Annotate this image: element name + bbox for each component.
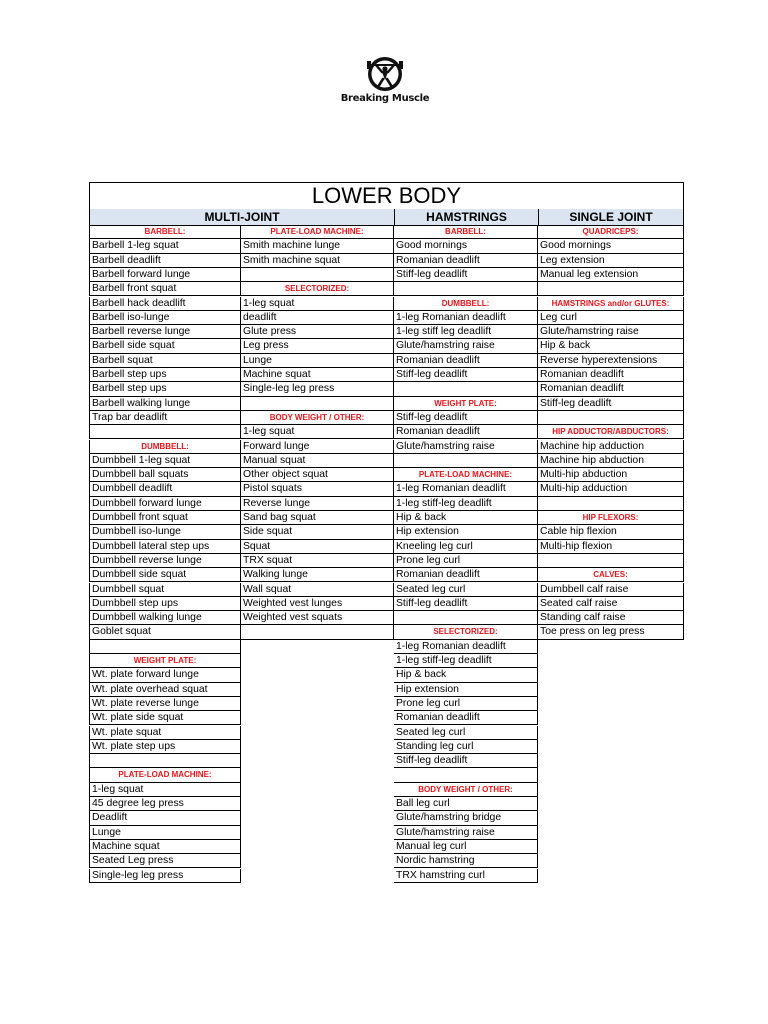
exercise-cell: Stiff-leg deadlift <box>394 597 538 611</box>
category-label: HAMSTRINGS and/or GLUTES: <box>538 297 684 311</box>
exercise-cell: Barbell walking lunge <box>89 397 241 411</box>
exercise-cell: Dumbbell reverse lunge <box>89 554 241 568</box>
exercise-cell: 1-leg stiff leg deadlift <box>394 325 538 339</box>
exercise-cell: 1-leg squat <box>241 297 394 311</box>
exercise-cell <box>241 625 394 639</box>
exercise-cell: Squat <box>241 540 394 554</box>
exercise-cell: Multi-hip adduction <box>538 482 684 496</box>
exercise-cell: Standing leg curl <box>394 740 538 754</box>
exercise-cell: Pistol squats <box>241 482 394 496</box>
exercise-cell: Leg press <box>241 339 394 353</box>
exercise-cell: Manual leg curl <box>394 840 538 854</box>
category-label: BODY WEIGHT / OTHER: <box>394 783 538 797</box>
exercise-cell: Reverse lunge <box>241 497 394 511</box>
exercise-cell: Hip & back <box>394 511 538 525</box>
exercise-cell: Dumbbell squat <box>89 583 241 597</box>
exercise-cell: Dumbbell lateral step ups <box>89 540 241 554</box>
exercise-cell: Lunge <box>241 354 394 368</box>
exercise-cell: Toe press on leg press <box>538 625 684 639</box>
exercise-cell <box>241 268 394 282</box>
exercise-cell <box>394 768 538 782</box>
exercise-cell: Manual squat <box>241 454 394 468</box>
category-label: SELECTORIZED: <box>241 282 394 296</box>
exercise-cell: Seated Leg press <box>89 854 241 868</box>
header-multi-joint: MULTI-JOINT <box>204 210 280 224</box>
exercise-cell: Dumbbell ball squats <box>89 468 241 482</box>
exercise-cell: Barbell hack deadlift <box>89 297 241 311</box>
exercise-cell: Dumbbell iso-lunge <box>89 525 241 539</box>
exercise-cell: Stiff-leg deadlift <box>394 411 538 425</box>
exercise-cell: Reverse hyperextensions <box>538 354 684 368</box>
exercise-cell: Stiff-leg deadlift <box>394 268 538 282</box>
exercise-cell <box>241 397 394 411</box>
exercise-cell <box>394 611 538 625</box>
exercise-cell: Stiff-leg deadlift <box>394 754 538 768</box>
exercise-cell: 1-leg Romanian deadlift <box>394 482 538 496</box>
exercise-cell: Barbell 1-leg squat <box>89 239 241 253</box>
exercise-cell: Barbell side squat <box>89 339 241 353</box>
exercise-cell: Other object squat <box>241 468 394 482</box>
exercise-cell: Single-leg leg press <box>89 869 241 883</box>
exercise-cell: Barbell deadlift <box>89 254 241 268</box>
exercise-cell: Dumbbell side squat <box>89 568 241 582</box>
exercise-cell: Hip & back <box>394 668 538 682</box>
exercise-cell: Machine squat <box>89 840 241 854</box>
exercise-cell: Romanian deadlift <box>394 354 538 368</box>
exercise-cell: Wall squat <box>241 583 394 597</box>
exercise-cell <box>538 497 684 511</box>
exercise-cell: Weighted vest squats <box>241 611 394 625</box>
exercise-cell: Barbell front squat <box>89 282 241 296</box>
exercise-cell: 1-leg squat <box>241 425 394 439</box>
exercise-cell: Seated calf raise <box>538 597 684 611</box>
exercise-cell: Romanian deadlift <box>394 425 538 439</box>
exercise-cell <box>89 640 241 654</box>
exercise-cell: Good mornings <box>538 239 684 253</box>
exercise-cell: Romanian deadlift <box>394 254 538 268</box>
category-label: DUMBBELL: <box>394 297 538 311</box>
exercise-cell: Sand bag squat <box>241 511 394 525</box>
exercise-cell: Glute/hamstring raise <box>394 339 538 353</box>
exercise-cell: 1-leg Romanian deadlift <box>394 311 538 325</box>
exercise-cell: Barbell squat <box>89 354 241 368</box>
exercise-cell: Single-leg leg press <box>241 382 394 396</box>
exercise-cell: Dumbbell front squat <box>89 511 241 525</box>
exercise-cell: Prone leg curl <box>394 697 538 711</box>
exercise-cell: Multi-hip flexion <box>538 540 684 554</box>
exercise-cell: Glute/hamstring raise <box>538 325 684 339</box>
exercise-cell: Glute press <box>241 325 394 339</box>
exercise-cell: Dumbbell calf raise <box>538 583 684 597</box>
exercise-cell: Romanian deadlift <box>394 568 538 582</box>
exercise-cell: Leg curl <box>538 311 684 325</box>
exercise-cell: Hip extension <box>394 683 538 697</box>
weightlifter-logo-icon <box>363 56 407 92</box>
exercise-cell: Dumbbell deadlift <box>89 482 241 496</box>
category-label: QUADRICEPS: <box>538 225 684 239</box>
exercise-cell <box>538 411 684 425</box>
exercise-cell: Machine hip abduction <box>538 454 684 468</box>
exercise-cell: Goblet squat <box>89 625 241 639</box>
exercise-cell: Prone leg curl <box>394 554 538 568</box>
exercise-cell: TRX hamstring curl <box>394 869 538 883</box>
exercise-cell: Barbell step ups <box>89 382 241 396</box>
exercise-cell <box>89 425 241 439</box>
exercise-cell: Dumbbell step ups <box>89 597 241 611</box>
exercise-cell: Wt. plate reverse lunge <box>89 697 241 711</box>
exercise-cell: Walking lunge <box>241 568 394 582</box>
exercise-cell: Barbell iso-lunge <box>89 311 241 325</box>
exercise-cell: 1-leg stiff-leg deadlift <box>394 654 538 668</box>
exercise-cell: Wt. plate overhead squat <box>89 683 241 697</box>
category-label: PLATE-LOAD MACHINE: <box>394 468 538 482</box>
exercise-cell: Romanian deadlift <box>394 711 538 725</box>
exercise-cell: Seated leg curl <box>394 583 538 597</box>
exercise-cell: 1-leg stiff-leg deadlift <box>394 497 538 511</box>
exercise-cell: Ball leg curl <box>394 797 538 811</box>
exercise-cell: TRX squat <box>241 554 394 568</box>
category-label: WEIGHT PLATE: <box>394 397 538 411</box>
exercise-cell: Dumbbell walking lunge <box>89 611 241 625</box>
category-label: BODY WEIGHT / OTHER: <box>241 411 394 425</box>
exercise-cell: Cable hip flexion <box>538 525 684 539</box>
exercise-cell: Nordic hamstring <box>394 854 538 868</box>
exercise-cell: Wt. plate step ups <box>89 740 241 754</box>
exercise-cell: Barbell forward lunge <box>89 268 241 282</box>
exercise-cell <box>394 454 538 468</box>
exercise-cell: 1-leg squat <box>89 783 241 797</box>
exercise-cell: Smith machine squat <box>241 254 394 268</box>
exercise-cell: Hip extension <box>394 525 538 539</box>
category-label: HIP FLEXORS: <box>538 511 684 525</box>
exercise-cell: Standing calf raise <box>538 611 684 625</box>
exercise-cell <box>89 754 241 768</box>
category-label: BARBELL: <box>394 225 538 239</box>
sheet-title: LOWER BODY <box>89 182 684 210</box>
exercise-cell: Dumbbell 1-leg squat <box>89 454 241 468</box>
category-label: PLATE-LOAD MACHINE: <box>89 768 241 782</box>
exercise-cell: Machine squat <box>241 368 394 382</box>
exercise-cell: Machine hip adduction <box>538 440 684 454</box>
header-row <box>89 209 684 226</box>
exercise-cell: Romanian deadlift <box>538 368 684 382</box>
exercise-cell: Wt. plate squat <box>89 726 241 740</box>
exercise-cell: Barbell step ups <box>89 368 241 382</box>
category-label: WEIGHT PLATE: <box>89 654 241 668</box>
exercise-cell <box>538 282 684 296</box>
exercise-cell: 1-leg Romanian deadlift <box>394 640 538 654</box>
exercise-cell: Smith machine lunge <box>241 239 394 253</box>
exercise-cell: 45 degree leg press <box>89 797 241 811</box>
exercise-cell: Romanian deadlift <box>538 382 684 396</box>
exercise-cell: Stiff-leg deadlift <box>394 368 538 382</box>
exercise-cell <box>394 282 538 296</box>
exercise-cell: Lunge <box>89 826 241 840</box>
brand-name: Breaking Muscle <box>340 93 430 104</box>
exercise-cell: Glute/hamstring raise <box>394 440 538 454</box>
header-single-joint: SINGLE JOINT <box>569 210 653 224</box>
exercise-cell: Seated leg curl <box>394 726 538 740</box>
category-label: PLATE-LOAD MACHINE: <box>241 225 394 239</box>
exercise-cell: Wt. plate side squat <box>89 711 241 725</box>
exercise-sheet <box>89 182 684 886</box>
exercise-cell: Stiff-leg deadlift <box>538 397 684 411</box>
exercise-cell <box>394 382 538 396</box>
exercise-cell: Forward lunge <box>241 440 394 454</box>
exercise-cell: Deadlift <box>89 811 241 825</box>
category-label: CALVES: <box>538 568 684 582</box>
exercise-cell: Glute/hamstring bridge <box>394 811 538 825</box>
exercise-cell: Barbell reverse lunge <box>89 325 241 339</box>
exercise-cell: Hip & back <box>538 339 684 353</box>
exercise-cell: Weighted vest lunges <box>241 597 394 611</box>
exercise-cell: Glute/hamstring raise <box>394 826 538 840</box>
exercise-cell: deadlift <box>241 311 394 325</box>
category-label: DUMBBELL: <box>89 440 241 454</box>
category-label: BARBELL: <box>89 225 241 239</box>
exercise-cell: Kneeling leg curl <box>394 540 538 554</box>
exercise-cell: Good mornings <box>394 239 538 253</box>
exercise-cell: Leg extension <box>538 254 684 268</box>
header-hamstrings: HAMSTRINGS <box>426 210 507 224</box>
exercise-cell: Dumbbell forward lunge <box>89 497 241 511</box>
brand-logo <box>340 56 430 108</box>
exercise-cell: Trap bar deadlift <box>89 411 241 425</box>
exercise-cell: Wt. plate forward lunge <box>89 668 241 682</box>
exercise-cell: Side squat <box>241 525 394 539</box>
category-label: SELECTORIZED: <box>394 625 538 639</box>
exercise-cell <box>538 554 684 568</box>
exercise-cell: Multi-hip abduction <box>538 468 684 482</box>
exercise-cell: Manual leg extension <box>538 268 684 282</box>
category-label: HIP ADDUCTOR/ABDUCTORS: <box>538 425 684 439</box>
